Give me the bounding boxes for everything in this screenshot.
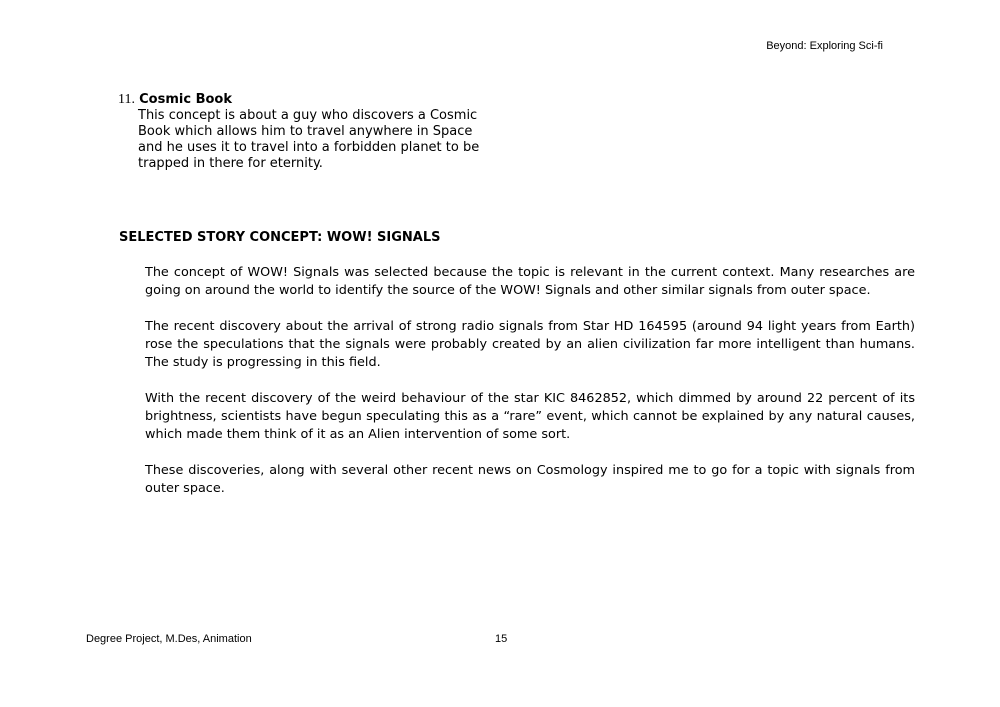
footer-project-label: Degree Project, M.Des, Animation [86, 633, 252, 645]
section-heading: SELECTED STORY CONCEPT: WOW! SIGNALS [119, 230, 441, 245]
concept-description: This concept is about a guy who discovers a Cosmic Book which allows him to travel anywhere in Space and he uses it to travel into a forbidden planet to be trapped in there for eternity. [138, 108, 480, 171]
page-number: 15 [495, 633, 508, 645]
body-paragraph: The recent discovery about the arrival of strong radio signals from Star HD 164595 (around 94 light years from Earth) rose the speculations that the signals were probably created by an alien civilization far more intelligent than humans. The study is progressing in this field. [145, 319, 915, 370]
body-paragraph: These discoveries, along with several other recent news on Cosmology inspired me to go for a topic with signals from outer space. [145, 463, 915, 496]
concept-title: Cosmic Book [139, 92, 232, 107]
running-header: Beyond: Exploring Sci-fi [766, 40, 883, 52]
concept-list-item [118, 92, 498, 172]
concept-heading-line [118, 92, 498, 108]
section-body [145, 264, 915, 516]
concept-number: 11. [118, 92, 135, 107]
body-paragraph: With the recent discovery of the weird behaviour of the star KIC 8462852, which dimmed by around 22 percent of its brightness, scientists have begun speculating this as a “rare” event, which cannot be explained by any natural causes, which made them think of it as an Alien intervention of some sort. [145, 391, 915, 442]
body-paragraph: The concept of WOW! Signals was selected because the topic is relevant in the current context. Many researches are going on around the world to identify the source of the WOW! Signals and other similar signals from outer space. [145, 265, 915, 298]
